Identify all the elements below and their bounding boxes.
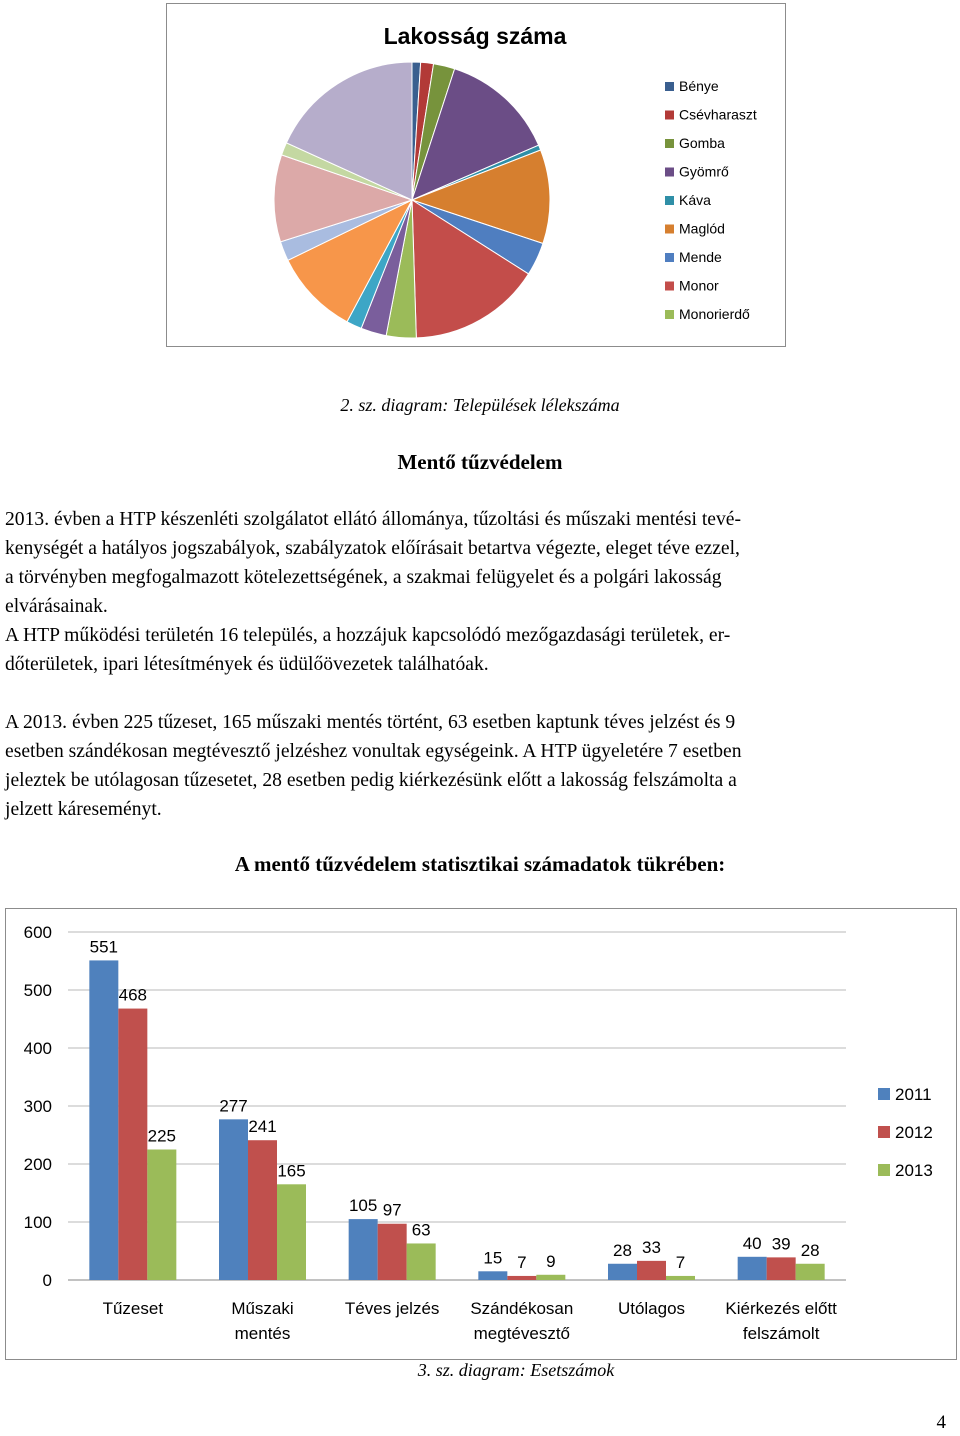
bar — [478, 1271, 507, 1280]
pie-legend-swatch — [665, 139, 674, 148]
bar — [147, 1150, 176, 1281]
data-label: 97 — [382, 1200, 402, 1220]
bar — [219, 1119, 248, 1280]
x-tick-label: Utólagos — [617, 1299, 686, 1318]
bar — [637, 1261, 666, 1280]
data-label: 225 — [147, 1126, 177, 1146]
data-label: 468 — [118, 985, 148, 1005]
paragraph-3-line: jeleztek be utólagosan tűzesetet, 28 esetben pedig kiérkezésünk előtt a lakosság felszámolta a — [5, 770, 737, 791]
page-number: 4 — [936, 1412, 946, 1433]
pie-legend-label: Monorierdő — [679, 306, 750, 322]
x-tick-label: megtévesztő — [473, 1324, 571, 1343]
x-tick-label: felszámolt — [742, 1324, 820, 1343]
data-label: 15 — [483, 1248, 503, 1268]
bar — [738, 1257, 767, 1280]
bar — [796, 1264, 825, 1280]
pie-legend-label: Maglód — [679, 220, 725, 237]
paragraph-3-line: jelzett káreseményt. — [5, 799, 162, 820]
bar — [248, 1140, 277, 1280]
y-tick-label: 600 — [23, 923, 52, 942]
data-label: 39 — [771, 1234, 791, 1254]
paragraph-3-line: esetben szándékosan megtévesztő jelzéshez vonultak egységeink. A HTP ügyeletére 7 esetben — [5, 741, 742, 762]
bar — [767, 1257, 796, 1280]
paragraph-1-line: a törvényben megfogalmazott kötelezettségének, a szakmai felügyelet és a polgári lakosság — [5, 567, 722, 588]
pie-legend-label: Gyömrő — [679, 163, 729, 180]
pie-legend-swatch — [665, 168, 674, 177]
paragraph-1-line: 2013. évben a HTP készenléti szolgálatot ellátó állománya, tűzoltási és műszaki mentési tevé- — [5, 509, 741, 530]
pie-legend-swatch — [665, 82, 674, 91]
pie-legend-label: Csévharaszt — [679, 106, 757, 123]
y-tick-label: 100 — [23, 1213, 52, 1232]
y-tick-label: 500 — [23, 981, 52, 1000]
pie-legend-swatch — [665, 282, 674, 291]
data-label: 40 — [742, 1233, 762, 1253]
pie-legend-swatch — [665, 253, 674, 262]
x-tick-label: Kiérkezés előtt — [725, 1299, 837, 1318]
data-label: 241 — [248, 1117, 277, 1137]
pie-legend-label: Bénye — [679, 78, 719, 94]
bar-chart — [6, 909, 956, 1359]
bar — [378, 1224, 407, 1280]
bar-legend-swatch — [878, 1088, 890, 1100]
pie-chart-frame — [166, 3, 786, 347]
bar — [118, 1009, 147, 1280]
section-heading-mento: Mentő tűzvédelem — [397, 450, 563, 474]
pie-chart — [167, 4, 785, 346]
pie-legend-swatch — [665, 111, 674, 120]
data-label: 63 — [411, 1220, 431, 1240]
bar-legend-swatch — [878, 1126, 890, 1138]
pie-legend-swatch — [665, 196, 674, 205]
bar-legend-swatch — [878, 1164, 890, 1176]
data-label: 7 — [517, 1252, 527, 1272]
paragraph-3-line: A 2013. évben 225 tűzeset, 165 műszaki mentés történt, 63 esetben kaptunk téves jelzést és 9 — [5, 712, 736, 733]
bar-legend-label: 2011 — [895, 1085, 932, 1104]
paragraph-2 — [5, 621, 949, 679]
y-tick-label: 400 — [23, 1039, 52, 1058]
bar — [608, 1264, 637, 1280]
x-tick-label: Műszaki — [231, 1299, 294, 1318]
pie-legend-label: Káva — [679, 192, 711, 208]
bar — [666, 1276, 695, 1280]
bar — [407, 1243, 436, 1280]
x-tick-label: Téves jelzés — [344, 1299, 440, 1318]
bar-chart-frame — [5, 908, 957, 1360]
pie-chart-title: Lakosság száma — [383, 23, 567, 49]
x-tick-label: mentés — [234, 1324, 291, 1343]
data-label: 9 — [546, 1251, 556, 1271]
paragraph-1-line: kenységét a hatályos jogszabályok, szabályzatok előírásait betartva végezte, eleget téve ezzel, — [5, 538, 740, 559]
data-label: 165 — [277, 1161, 306, 1181]
data-label: 277 — [219, 1096, 248, 1116]
bar — [89, 960, 118, 1280]
paragraph-2-line: dőterületek, ipari létesítmények és üdülőövezetek találhatóak. — [5, 654, 489, 675]
bar — [349, 1219, 378, 1280]
x-tick-label: Tűzeset — [102, 1299, 164, 1318]
paragraph-3 — [5, 708, 949, 824]
bar-legend-label: 2013 — [895, 1161, 933, 1180]
data-label: 105 — [348, 1196, 378, 1216]
bar-legend-label: 2012 — [895, 1123, 933, 1142]
bar — [277, 1184, 306, 1280]
data-label: 28 — [800, 1240, 820, 1260]
data-label: 28 — [613, 1240, 632, 1260]
data-label: 551 — [89, 937, 119, 957]
pie-caption: 2. sz. diagram: Települések lélekszáma — [340, 395, 620, 415]
paragraph-2-line: A HTP működési területén 16 település, a hozzájuk kapcsolódó mezőgazdasági területek, er- — [5, 625, 731, 646]
paragraph-1-line: elvárásainak. — [5, 596, 108, 617]
y-tick-label: 200 — [23, 1155, 52, 1174]
pie-legend-label: Monor — [679, 277, 719, 294]
data-label: 7 — [675, 1252, 686, 1272]
data-label: 33 — [642, 1237, 661, 1257]
x-tick-label: Szándékosan — [470, 1299, 574, 1318]
pie-legend-label: Mende — [679, 249, 722, 265]
bar — [536, 1275, 565, 1280]
paragraph-1 — [5, 505, 949, 621]
y-tick-label: 300 — [23, 1097, 52, 1116]
y-tick-label: 0 — [42, 1271, 52, 1290]
pie-legend-swatch — [665, 225, 674, 234]
pie-legend-label: Gomba — [679, 135, 725, 151]
section-heading-statisztika: A mentő tűzvédelem statisztikai számadatok tükrében: — [234, 852, 726, 876]
pie-legend-swatch — [665, 310, 674, 319]
bar-caption: 3. sz. diagram: Esetszámok — [417, 1360, 615, 1380]
bar — [507, 1276, 536, 1280]
